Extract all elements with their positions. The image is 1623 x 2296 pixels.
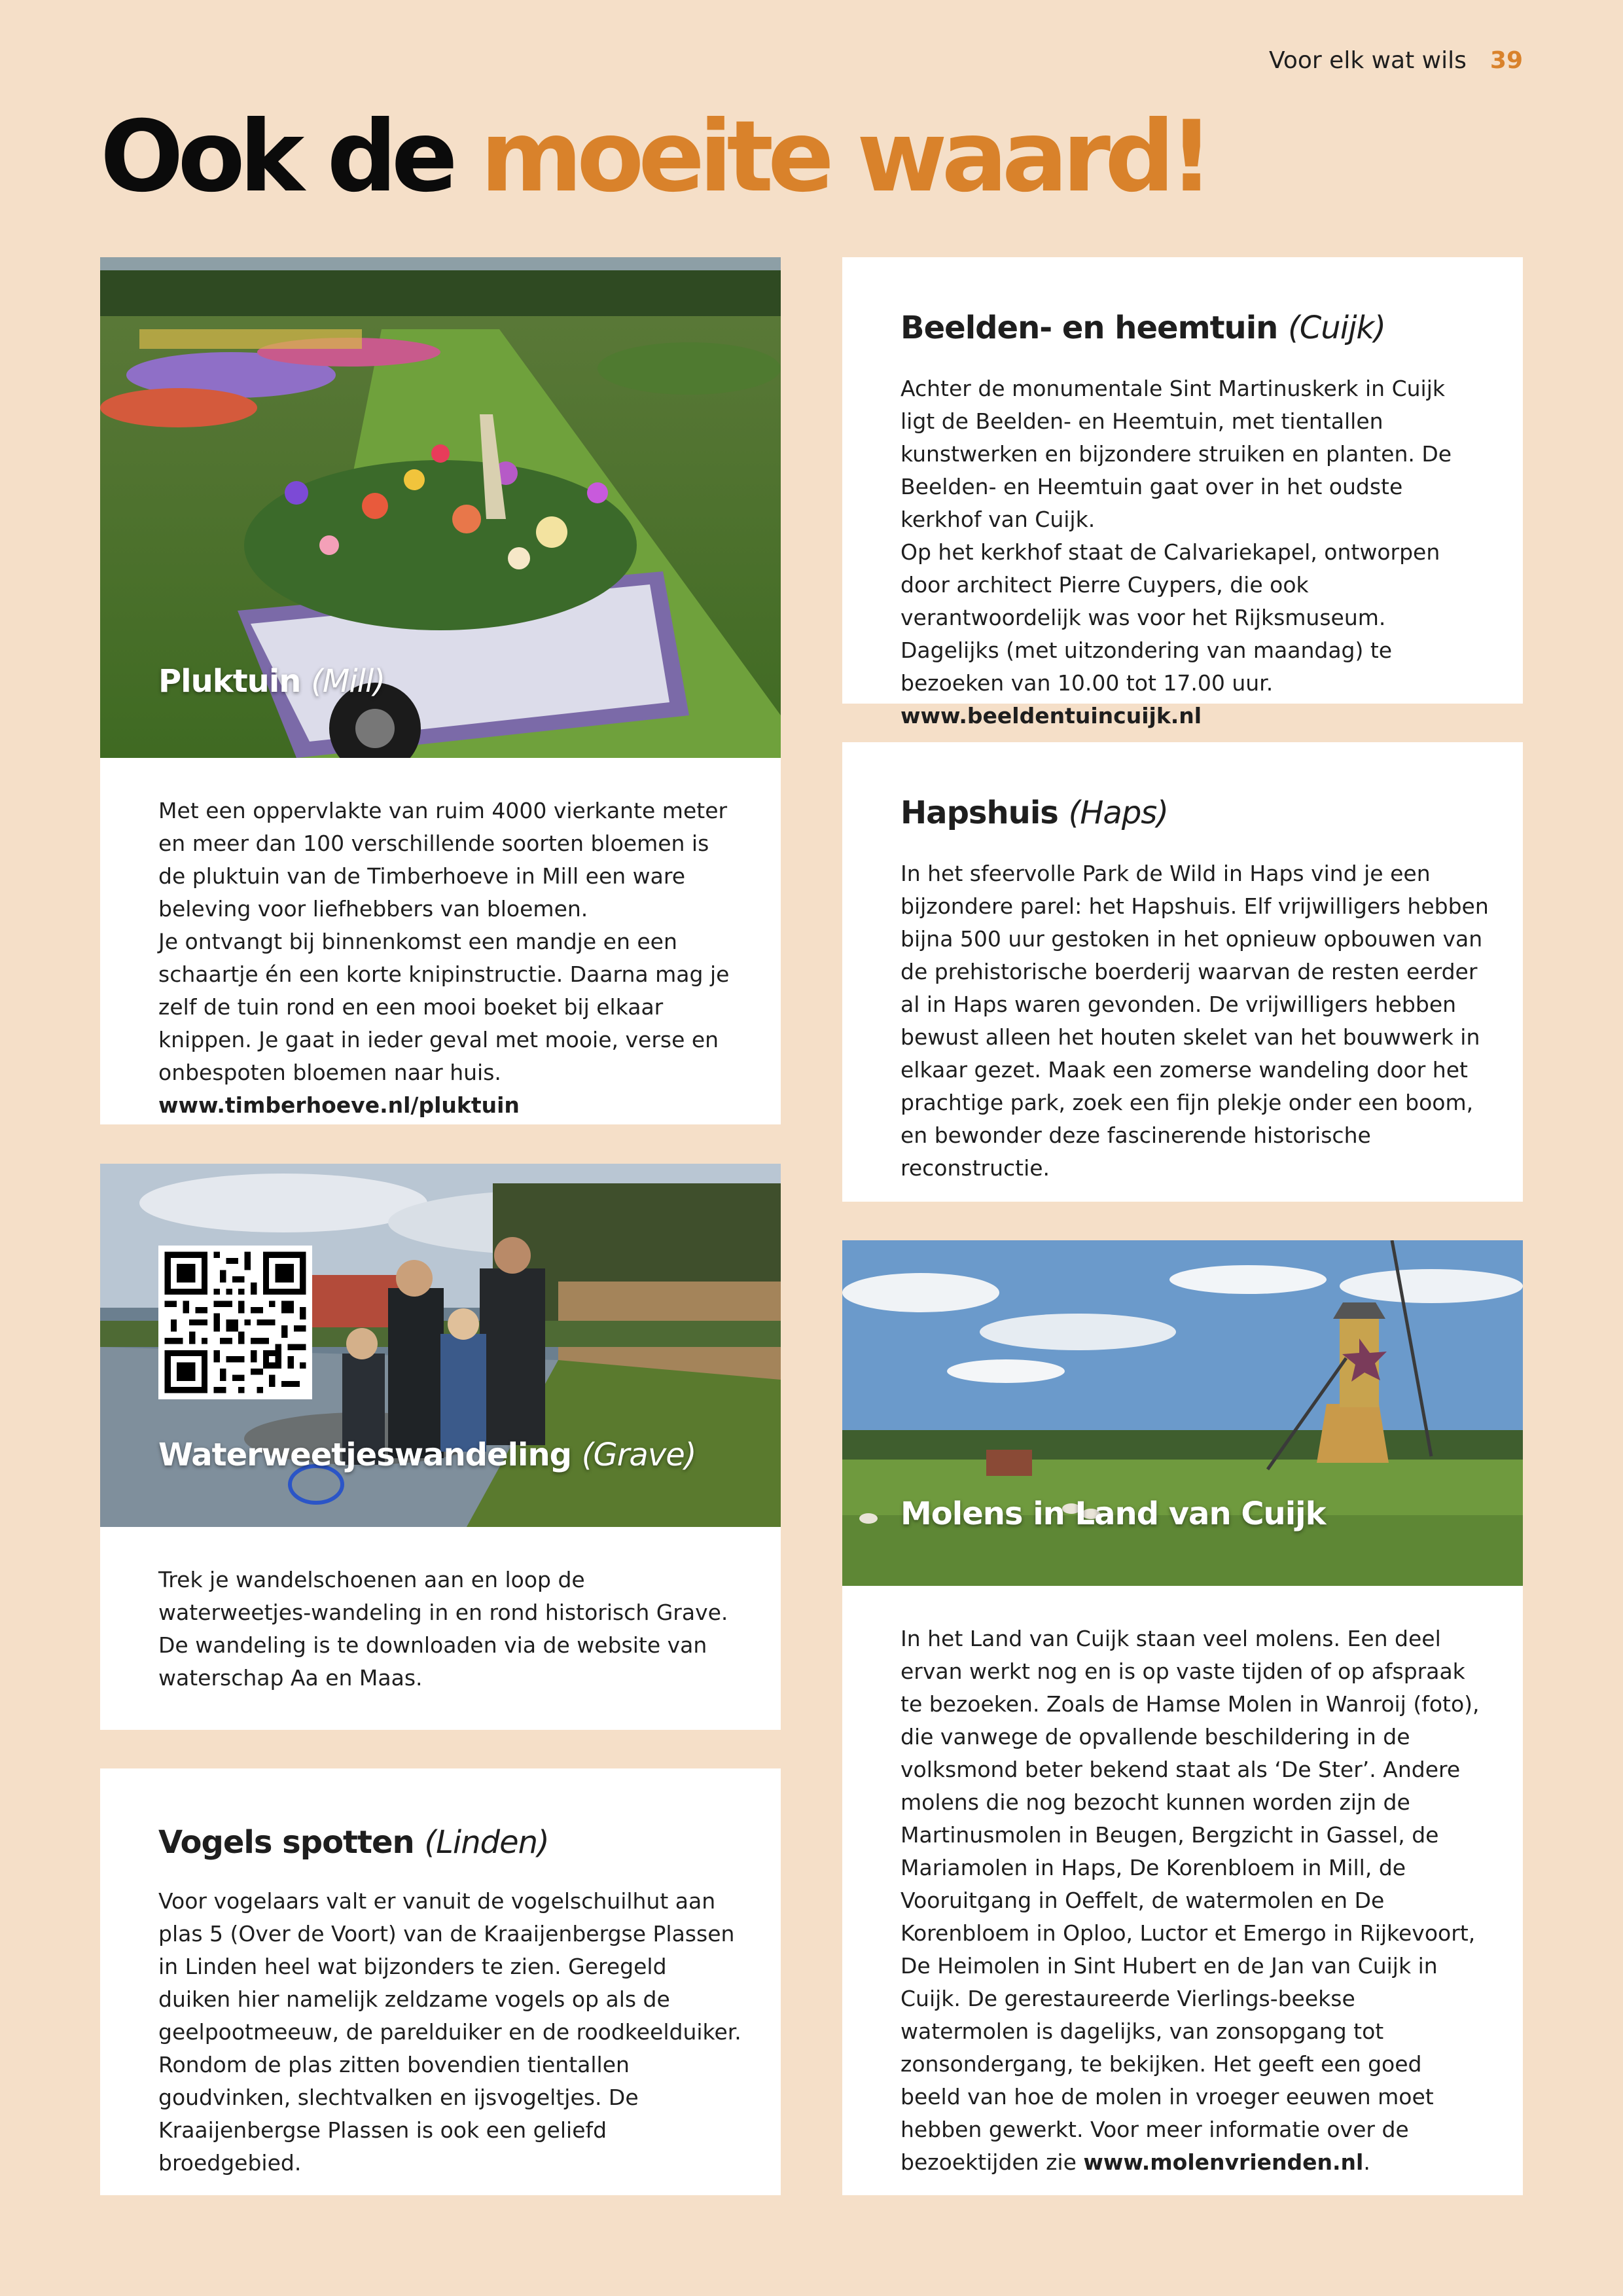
waterweetjes-caption-title: Waterweetjeswandeling [158,1437,572,1473]
beelden-title-place: (Cuijk) [1288,310,1385,346]
pluktuin-paragraph-2-text: Je ontvangt bij binnenkomst een mandje en een schaartje én een korte knipinstructie. Daarna mag je zelf de tuin rond en een mooi boeket bij elkaar knippen. Je gaat in ieder geval met mooie, verse en onbespoten bloemen naar huis. [158,929,730,1085]
hapshuis-title-text: Hapshuis [901,795,1058,831]
waterweetjes-photo [100,1164,781,1527]
vogels-title [158,1824,549,1861]
vogels-text [158,1885,741,2179]
pluktuin-photo [100,257,781,758]
beelden-text [901,372,1484,732]
pluktuin-paragraph-1: Met een oppervlakte van ruim 4000 vierkante meter en meer dan 100 verschillende soorten bloemen is de pluktuin van de Timberhoeve in Mill een ware beleving voor liefhebbers van bloemen. [158,798,728,922]
pluktuin-paragraph-2 [158,925,741,1122]
hapshuis-card [842,742,1523,1202]
hapshuis-text [901,857,1490,1185]
vogels-card [100,1768,781,2195]
molens-text [901,1623,1484,2179]
waterweetjes-paragraph-1: Trek je wandelschoenen aan en loop de waterweetjes-wandeling in en rond historisch Grave. [158,1567,728,1625]
page-number: 39 [1489,47,1523,74]
waterweetjes-caption [158,1437,696,1473]
beelden-paragraph-1: Achter de monumentale Sint Martinuskerk in Cuijk ligt de Beelden- en Heemtuin, met tientallen kunstwerken en bijzondere struiken en planten. De Beelden- en Heemtuin gaat over in het oudste kerkhof van Cuijk. [901,376,1452,532]
pluktuin-caption-title: Pluktuin [158,663,301,700]
molens-paragraph-text: In het Land van Cuijk staan veel molens. Een deel ervan werkt nog en is op vaste tijden of op afspraak te bezoeken. Zoals de Hamse Molen in Wanroij (foto), die vanwege de opvallende beschildering in de volksmond beter bekend staat als ‘De Ster’. Andere molens die nog bezocht kunnen worden zijn de Martinusmolen in Beugen, Bergzicht in Gassel, de Mariamolen in Haps, De Korenbloem in Mill, de Vooruitgang in Oeffelt, de watermolen en De Korenbloem in Oploo, Luctor et Emergo in Rijkevoort, De Heimolen in Sint Hubert en de Jan van Cuijk in Cuijk. De gerestaureerde Vierlings-beekse watermolen is dagelijks, van zonsopgang tot zonsondergang, te bekijken. Het geeft een goed beeld van hoe de molen in vroeger eeuwen moet hebben gewerkt. Voor meer informatie over de bezoektijden zie [901,1626,1480,2175]
qr-code-icon [158,1246,312,1399]
hapshuis-title-place: (Haps) [1068,795,1169,831]
pluktuin-link[interactable]: www.timberhoeve.nl/pluktuin [158,1092,520,1118]
molens-photo [842,1240,1523,1586]
qr-code[interactable] [158,1246,312,1399]
pluktuin-caption [158,663,385,700]
molens-link[interactable]: www.molenvrienden.nl [1083,2149,1364,2175]
molens-caption: Molens in Land van Cuijk [901,1496,1326,1532]
waterweetjes-card [100,1527,781,1730]
windmill-image [842,1240,1523,1586]
molens-card [842,1586,1523,2195]
beelden-title [901,310,1385,346]
waterweetjes-caption-place: (Grave) [581,1437,696,1473]
pluktuin-card [100,758,781,1124]
molens-paragraph [901,1623,1484,2179]
pluktuin-text [158,795,741,1122]
running-header [1269,47,1523,74]
waterweetjes-text [158,1564,741,1695]
title-part-1: Ook de [100,100,452,214]
vogels-title-text: Vogels spotten [158,1824,414,1861]
vogels-title-place: (Linden) [424,1824,549,1861]
hapshuis-paragraph: In het sfeervolle Park de Wild in Haps vind je een bijzondere parel: het Hapshuis. Elf vrijwilligers hebben bijna 500 uur gestoken in het opnieuw opbouwen van de prehistorische boerderij waarvan de resten eerder al in Haps waren gevonden. De vrijwilligers hebben bewust alleen het houten skelet van het bouwwerk in elkaar gezet. Maak een zomerse wandeling door het prachtige park, zoek een fijn plekje onder een boom, en bewonder deze fascinerende historische reconstructie. [901,861,1489,1181]
hapshuis-title [901,795,1168,831]
page-title [100,98,1208,216]
waterweetjes-paragraph-2: De wandeling is te downloaden via de website van waterschap Aa en Maas. [158,1632,707,1691]
molens-end: . [1363,2149,1370,2175]
pluktuin-caption-place: (Mill) [311,663,385,700]
title-part-2: moeite waard! [480,100,1208,214]
beelden-card [842,257,1523,728]
running-title: Voor elk wat wils [1269,47,1467,74]
beelden-link[interactable]: www.beeldentuincuijk.nl [901,703,1202,728]
beelden-paragraph-2: Op het kerkhof staat de Calvariekapel, ontworpen door architect Pierre Cuypers, die ook verantwoordelijk was voor het Rijksmuseum. Dagelijks (met uitzondering van maandag) te bezoeken van 10.00 tot 17.00 uur. [901,539,1440,696]
beelden-title-text: Beelden- en heemtuin [901,310,1278,346]
vogels-paragraph: Voor vogelaars valt er vanuit de vogelschuilhut aan plas 5 (Over de Voort) van de Kraaijenbergse Plassen in Linden heel wat bijzonders te zien. Geregeld duiken hier namelijk zeldzame vogels op als de geelpootmeeuw, de parelduiker en de roodkeelduiker. Rondom de plas zitten bovendien tientallen goudvinken, slechtvalken en ijsvogeltjes. De Kraaijenbergse Plassen is ook een geliefd broedgebied. [158,1888,741,2176]
